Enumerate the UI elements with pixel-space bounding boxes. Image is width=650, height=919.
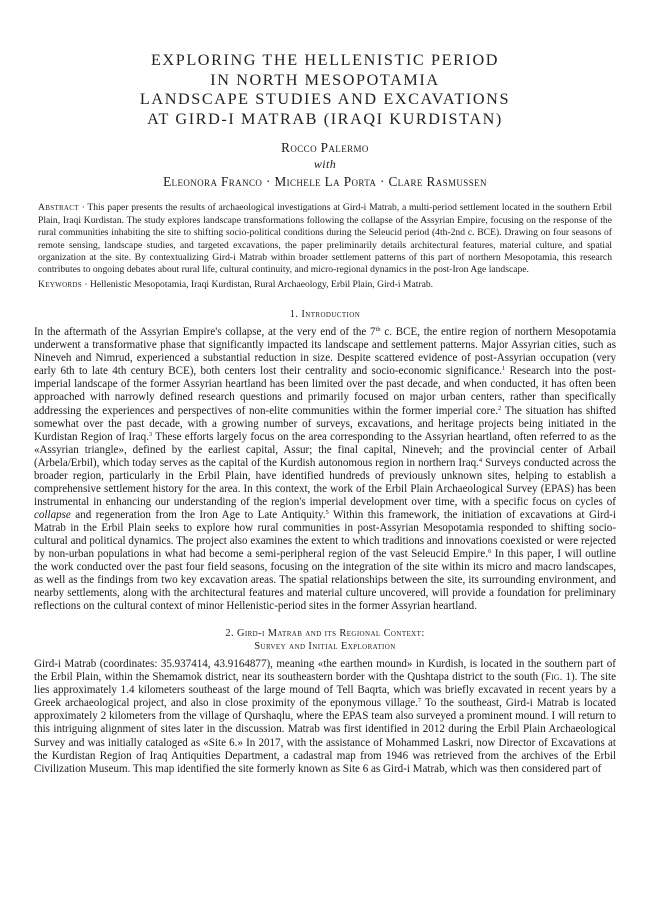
author-block	[34, 139, 616, 190]
keywords	[34, 279, 616, 291]
lead-author: Rocco Palermo	[281, 140, 369, 156]
section-1-paragraph: In the aftermath of the Assyrian Empire's collapse, at the very end of the 7th c. BCE, the entire region of northern Mesopotamia underwent a transformative phase that significantly impacted its landscape and settlement patterns. Major Assyrian cities, such as Nineveh and Nimrud, experienced a substantial reduction in size. Despite scattered evidence of post-Assyrian occupation (very early 6th to late 4th century BCE), both centers lost their centrality and socio-economic significance.$^1$ Research into the post-imperial landscape of the former Assyrian heartland has been limited over the past decade, and when conducted, it has often been approached with narrowly defined research questions and primarily focused on major urban centers, rather than specifically addressing the experiences and perspectives of non-elite communities within the former imperial core.$^2$ The situation has shifted somewhat over the past decade, with a growing number of surveys, excavations, and heritage projects being initiated in the Kurdistan Region of Iraq.$^3$ These efforts largely focus on the area corresponding to the Assyrian heartland, often referred to as the «Assyrian triangle», defined by the earliest capital, Assur; the final capital, Nineveh; and the provincial center of Arbail (Arbela/Erbil), which today serves as the capital of the Kurdish autonomous region in northern Iraq.$^4$ Surveys conducted across the broader region, particularly in the Erbil Plain, have identified hundreds of previously unknown sites, helping to establish a comprehensive settlement history for the area. In this context, the work of the Erbil Plain Archaeological Survey (EPAS) has been instrumental in enhancing our understanding of the region's imperial development over time, with a specific focus on cycles of collapse and regeneration from the Iron Age to Late Antiquity.$^5$ Within this framework, the initiation of excavations at Gird-i Matrab in the Erbil Plain seeks to explore how rural communities in post-Assyrian Mesopotamia responded to shifting socio-cultural and political dynamics. The project also examines the extent to which traditions and innovations coexisted or were rejected by non-urban populations in what had become a semi-peripheral region of the vast Seleucid Empire.$^6$ In this paper, I will outline the work conducted over the past four field seasons, focusing on the integration of the site within its micro and macro landscapes, as well as the findings from two key excavation areas. The spatial relationships between the site, its surrounding environment, and nearby settlements, along with the architectural features and material culture uncovered, will provide a foundation for preliminary reflections on the cultural context of minor Hellenistic-period sites in the former Assyrian heartland.	[34, 326, 616, 613]
footnote-ref[interactable]: 4	[478, 456, 483, 464]
keywords-separator: ·	[81, 278, 90, 290]
keywords-text: Hellenistic Mesopotamia, Iraqi Kurdistan, Rural Archaeology, Erbil Plain, Gird-i Matrab.	[89, 278, 434, 290]
with-label: with	[313, 157, 337, 172]
title-line-3: LANDSCAPE STUDIES AND EXCAVATIONS	[139, 90, 511, 109]
footnote-ref[interactable]: 6	[488, 548, 492, 556]
title-line-2: IN NORTH MESOPOTAMIA	[210, 70, 440, 89]
keywords-label: Keywords	[38, 278, 82, 290]
title-line-4: AT GIRD-I MATRAB (IRAQI KURDISTAN)	[147, 109, 503, 128]
co-authors: Eleonora Franco · Michele La Porta · Clare Rasmussen	[163, 174, 487, 190]
footnote-ref[interactable]: 2	[498, 404, 502, 412]
section-2-paragraph: Gird-i Matrab (coordinates: 35.937414, 43.9164877), meaning «the earthen mound» in Kurdish, is located in the southern part of the Erbil Plain, within the Shemamok district, near its southeastern border with the Qushtapa district to the south (Fig. 1). The site lies approximately 1.4 kilometers southeast of the large mound of Tell Baqrta, which was briefly excavated in recent years by a Greek archaeological project, and also in close proximity of the eponymous village.$^7$ To the southeast, Gird-i Matrab is located approximately 2 kilometers from the village of Qurshaqlu, where the EPAS team also surveyed a prominent mound. I will return to this intriguing alignment of sites later in the discussion. Matrab was first identified in 2012 during the Erbil Plain Archaeological Survey and was initially cataloged as «Site 6.» In 2017, with the assistance of Mohammed Laskri, now Director of Excavations at the Kurdistan Region of Iraq Antiquities Department, a cadastral map from 1946 was retrieved from the archives of the Erbil Civilization Museum. This map identified the site formerly known as Site 6 as Gird-i Matrab, which was then considered part of	[34, 658, 616, 775]
abstract-text: This paper presents the results of archaeological investigations at Gird-i Matrab, a multi-period settlement located in the southern Erbil Plain, Iraqi Kurdistan. The study explores landscape transformations following the collapse of the Assyrian Empire, focusing on the response of the rural communities inhabiting the site to shifting socio-political conditions during the Seleucid period (4th-2nd c. BCE). Drawing on four seasons of remote sensing, landscape studies, and targeted excavations, the paper preliminarily details architectural features, material culture, and spatial organization at the site. By contextualizing Gird-i Matrab within broader settlement patterns of this part of northern Mesopotamia, this research contributes to ongoing debates about rural life, cultural continuity, and micro-regional dynamics in the post-Iron Age landscape.	[38, 202, 612, 276]
abstract	[34, 202, 616, 276]
footnote-ref[interactable]: 1	[501, 365, 506, 373]
section-1-heading: 1. Introduction	[289, 309, 361, 321]
section-2-heading	[34, 627, 616, 653]
footnote-ref[interactable]: 3	[148, 430, 153, 438]
title-line-1: EXPLORING THE HELLENISTIC PERIOD	[150, 51, 500, 69]
superscript: th	[375, 326, 381, 334]
footnote-ref[interactable]: 5	[325, 508, 329, 516]
figure-ref[interactable]: Fig. 1	[544, 671, 571, 684]
abstract-label: Abstract	[38, 202, 79, 214]
section-2-heading-line-2: Survey and Initial Exploration	[254, 641, 396, 653]
abstract-separator: ·	[78, 202, 88, 214]
footnote-ref[interactable]: 7	[417, 697, 422, 705]
section-2-heading-line-1: 2. Gird-i Matrab and its Regional Context:	[225, 628, 425, 640]
italic-term: collapse	[34, 508, 71, 521]
article-title	[34, 0, 616, 129]
